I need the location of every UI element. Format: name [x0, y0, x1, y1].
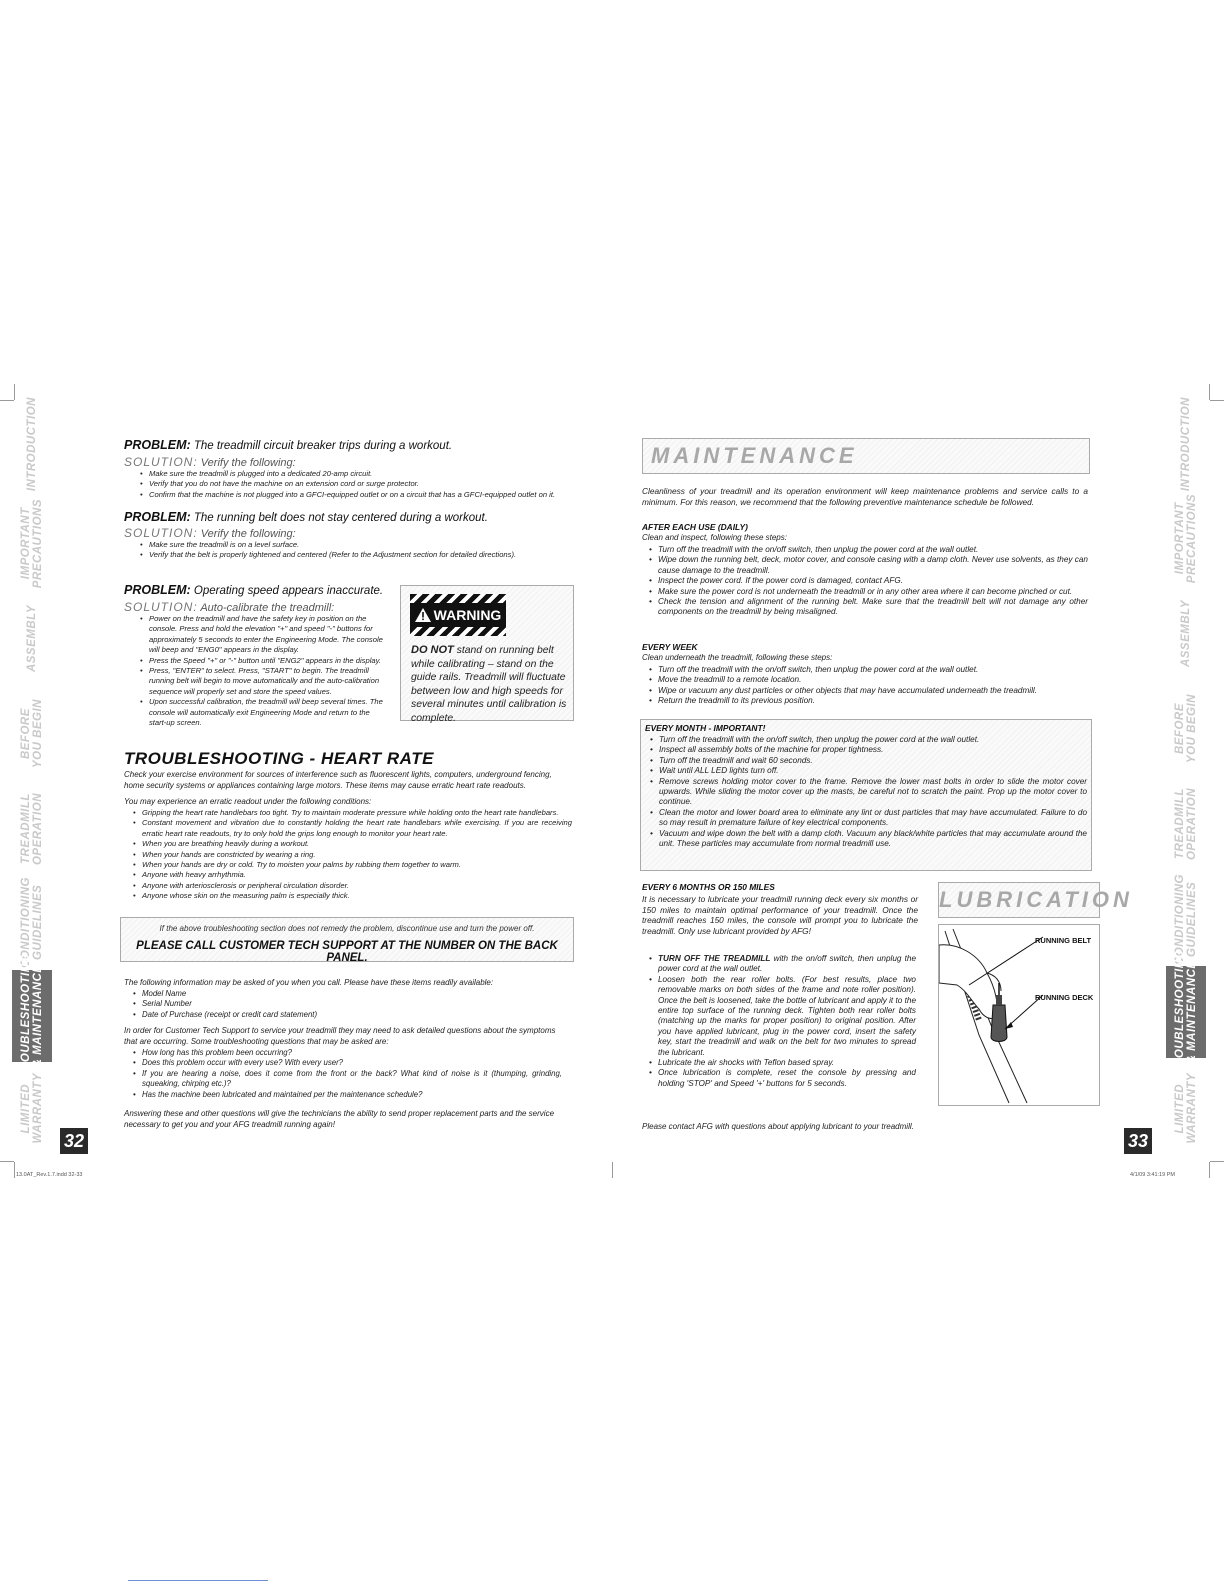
list-item: • Return the treadmill to its previous position.: [648, 696, 1088, 706]
tab-treadmill-operation-left[interactable]: TREADMILL OPERATION: [20, 792, 44, 865]
warning-text: [411, 644, 567, 725]
problem-label: PROBLEM:: [124, 583, 191, 597]
tab-conditioning-guidelines-left[interactable]: CONDITIONING GUIDELINES: [20, 876, 44, 968]
info-intro: The following information may be asked of you when you call. Please have these items readily available:: [124, 978, 494, 987]
list-item: • Press the Speed "+" or "-" button until "ENG2" appears in the display.: [140, 656, 385, 666]
list-item: • Model Name: [132, 989, 532, 999]
monthly-title: EVERY MONTH - IMPORTANT!: [645, 723, 766, 733]
problem-text: The running belt does not stay centered during a workout.: [193, 512, 488, 524]
lubrication-figure: [938, 924, 1100, 1106]
list-item: • How long has this problem been occurring?: [132, 1048, 562, 1058]
list-item: • Anyone with heavy arrhythmia.: [132, 870, 572, 880]
right-page-content: [612, 0, 1224, 1584]
monthly-box: [640, 719, 1092, 871]
list-item: • Make sure the treadmill is on a level surface.: [140, 540, 580, 550]
list-item: [648, 954, 916, 975]
tab-before-you-begin-right[interactable]: BEFORE YOU BEGIN: [1174, 694, 1198, 764]
solution-label: SOLUTION:: [124, 600, 198, 614]
footer-left: 13.0AT_Rev.1.7.indd 32-33: [16, 1172, 83, 1178]
questions-list: [132, 1048, 562, 1100]
list-item: • Make sure the power cord is not underneath the treadmill or in any other area where it can become pinched or cut.: [648, 587, 1088, 597]
list-item: • Constant movement and vibration due to constantly holding the heart rate handlebars while exercising. If you are receiving erratic heart rate readouts, try to only hold the grips long enough to monitor your heart rate.: [132, 818, 572, 839]
six-month-title: EVERY 6 MONTHS OR 150 MILES: [642, 882, 775, 892]
warning-bold: DO NOT: [411, 644, 454, 656]
problem-3: [124, 583, 394, 597]
list-item: • Turn off the treadmill with the on/off switch, then unplug the power cord at the wall outlet.: [648, 665, 1088, 675]
footer-right: 4/1/09 3:41:19 PM: [1130, 1172, 1175, 1178]
list-item: • Clean the motor and lower board area to eliminate any lint or dust particles that may have accumulated. Failure to do so may result in premature failure of key electrical components.: [649, 808, 1087, 829]
maintenance-title: MAINTENANCE: [651, 443, 858, 468]
solution-text: Auto-calibrate the treadmill:: [200, 602, 335, 614]
lubrication-illustration: [939, 925, 1099, 1105]
warning-stripes: [410, 627, 506, 636]
list-item: • Anyone with arteriosclerosis or peripheral circulation disorder.: [132, 881, 572, 891]
list-item: • Turn off the treadmill and wait 60 seconds.: [649, 756, 1087, 766]
list-item: • Press, "ENTER" to select. Press, "START" to begin. The treadmill running belt will begin to move automatically and the auto-calibration sequence will properly set and store the speed values.: [140, 666, 385, 697]
list-item: • Once lubrication is complete, reset the console by pressing and holding 'STOP' and Speed '+' buttons for 5 seconds.: [648, 1068, 916, 1089]
list-item: • Has the machine been lubricated and maintained per the maintenance schedule?: [132, 1090, 562, 1100]
list-item: • When you are breathing heavily during a workout.: [132, 839, 572, 849]
solution-3-list: [140, 614, 385, 728]
list-item: • Power on the treadmill and have the safety key in position on the console. Press and hold the elevation "+" and speed "-" buttons for approximately 5 seconds to enter the Engineering Mode. The console will beep and "ENG0" appears in the display.: [140, 614, 385, 656]
list-item: • Turn off the treadmill with the on/off switch, then unplug the power cord at the wall outlet.: [648, 545, 1088, 555]
list-item: • Remove screws holding motor cover to the frame. Remove the lower mast bolts in order to slide the motor cover upwards. While sliding the motor cover up the masts, be careful not to scratch the paint. Prop up the motor cover to continue.: [649, 777, 1087, 808]
list-item: • Wait until ALL LED lights turn off.: [649, 766, 1087, 776]
solution-2: [124, 526, 584, 540]
warning-sign: [410, 594, 506, 636]
tab-conditioning-guidelines-right[interactable]: CONDITIONING GUIDELINES: [1174, 873, 1198, 965]
warning-box: [400, 585, 574, 724]
solution-2-list: [140, 540, 580, 561]
heart-rate-intro: Check your exercise environment for sources of interference such as fluorescent lights, computers, underground fencing, home security systems or appliances containing large motors. These items may cause erratic heart rate readouts.: [124, 770, 552, 790]
tab-important-precautions-left[interactable]: IMPORTANT PRECAUTIONS: [20, 499, 44, 589]
lubrication-title-box: [938, 882, 1133, 918]
problem-2: [124, 510, 584, 524]
tech-support-line-1: If the above troubleshooting section does not remedy the problem, discontinue use and turn the power off.: [159, 924, 535, 933]
list-item: • Loosen both the rear roller bolts. (For best results, place two removable marks on both sides of the frame and note roller position). Once the belt is loosened, take the bottle of lubricant and apply it to the entire top surface of the running deck. Tighten both rear roller bolts (matching up the marks for proper position) to original position. After you have applied lubricant, plug in the power cord, insert the safety key, start the treadmill and walk on the belt for two minutes to spread the lubricant.: [648, 975, 916, 1058]
solution-1: [124, 455, 584, 469]
tab-introduction-left[interactable]: INTRODUCTION: [26, 396, 38, 492]
list-item: • Wipe down the running belt, deck, motor cover, and console casing with a damp cloth. Never use solvents, as they can cause damage to the treadmill.: [648, 555, 1088, 576]
six-month-list: [648, 954, 916, 1089]
tab-limited-warranty-right[interactable]: LIMITED WARRANTY: [1174, 1072, 1198, 1144]
closing-text: Answering these and other questions will give the technicians the ability to send proper replacement parts and the service necessary to get you and your AFG treadmill running again!: [124, 1109, 555, 1129]
list-item: • Serial Number: [132, 999, 532, 1009]
list-item: • Check the tension and alignment of the running belt. Make sure that the treadmill belt will not damage any other components on the treadmill by being misaligned.: [648, 597, 1088, 618]
daily-list: [648, 545, 1088, 618]
list-item: • Move the treadmill to a remote location.: [648, 675, 1088, 685]
list-item: • Inspect all assembly bolts of the machine for proper tightness.: [649, 745, 1087, 755]
daily-title: AFTER EACH USE (DAILY): [642, 522, 748, 532]
weekly-intro: Clean underneath the treadmill, following these steps:: [642, 653, 833, 662]
weekly-title: EVERY WEEK: [642, 642, 698, 652]
tech-support-box: [120, 917, 574, 962]
page-number-left: 32: [60, 1128, 88, 1154]
maintenance-intro: Cleanliness of your treadmill and its operation environment will keep maintenance problems and service calls to a minimum. For this reason, we recommend that the following preventive maintenance schedule be followed.: [642, 486, 1088, 507]
list-item: • Anyone whose skin on the measuring palm is especially thick.: [132, 891, 572, 901]
heart-rate-list: [132, 808, 572, 902]
list-item: • When your hands are constricted by wearing a ring.: [132, 850, 572, 860]
lubrication-title: LUBRICATION: [939, 887, 1133, 912]
list-item: • Make sure the treadmill is plugged into a dedicated 20-amp circuit.: [140, 469, 580, 479]
list-item: • Upon successful calibration, the treadmill will beep several times. The console will automatically exit Engineering Mode and return to the start-up screen.: [140, 697, 385, 728]
tab-assembly-left[interactable]: ASSEMBLY: [26, 605, 38, 673]
tech-support-line-2: PLEASE CALL CUSTOMER TECH SUPPORT AT THE NUMBER ON THE BACK PANEL.: [136, 940, 558, 964]
list-item: • When your hands are dry or cold. Try to moisten your palms by rubbing them together to warm.: [132, 860, 572, 870]
warning-stripes: [410, 594, 506, 603]
list-item: • Confirm that the machine is not plugged into a GFCI-equipped outlet or on a circuit that has a GFCI-equipped outlet on it.: [140, 490, 580, 500]
problem-text: The treadmill circuit breaker trips during a workout.: [193, 440, 453, 452]
weekly-list: [648, 665, 1088, 707]
list-item-bold: TURN OFF THE TREADMILL: [658, 954, 771, 963]
list-item: • Vacuum and wipe down the belt with a damp cloth. Vacuum any black/white particles that may accumulate around the unit. These particles may accumulate from normal treadmill use.: [649, 829, 1087, 850]
monthly-list: [649, 735, 1087, 849]
list-item: • Turn off the treadmill with the on/off switch, then unplug the power cord at the wall outlet.: [649, 735, 1087, 745]
solution-label: SOLUTION:: [124, 455, 198, 469]
info-list: [132, 989, 532, 1020]
list-item: • Gripping the heart rate handlebars too tight. Try to maintain moderate pressure while holding onto the heart rate handlebars.: [132, 808, 572, 818]
warning-label: WARNING: [433, 607, 502, 623]
list-item: • Lubricate the air shocks with Teflon based spray.: [648, 1058, 916, 1068]
list-item: • Verify that the belt is properly tightened and centered (Refer to the Adjustment section for detailed directions).: [140, 550, 580, 560]
solution-text: Verify the following:: [200, 528, 296, 540]
solution-label: SOLUTION:: [124, 526, 198, 540]
list-item: • Verify that you do not have the machine on an extension cord or surge protector.: [140, 479, 580, 489]
tab-troubleshooting-maintenance-left[interactable]: TROUBLESHOOTING & MAINTENANCE: [12, 970, 52, 1062]
warning-label-row: [410, 604, 506, 626]
page-number-right: 33: [1124, 1128, 1152, 1154]
solution-1-list: [140, 469, 580, 500]
problem-label: PROBLEM:: [124, 510, 191, 524]
tab-introduction-right[interactable]: INTRODUCTION: [1180, 396, 1192, 492]
tab-assembly-right[interactable]: ASSEMBLY: [1180, 600, 1192, 668]
solution-text: Verify the following:: [200, 457, 296, 469]
daily-intro: Clean and inspect, following these steps:: [642, 533, 787, 542]
list-item: • If you are hearing a noise, does it come from the front or the back? What kind of noise is it (thumping, grinding, squeaking, chirping etc.)?: [132, 1069, 562, 1090]
contact-text: Please contact AFG with questions about applying lubricant to your treadmill.: [642, 1122, 914, 1131]
problem-1: [124, 438, 584, 452]
tab-treadmill-operation-right[interactable]: TREADMILL OPERATION: [1174, 787, 1198, 860]
tab-troubleshooting-maintenance-right[interactable]: TROUBLESHOOTING & MAINTENANCE: [1166, 966, 1206, 1058]
six-month-intro: It is necessary to lubricate your treadmill running deck every six months or 150 miles to maintain optimal performance of your treadmill. Once the treadmill reaches 150 miles, the console will prompt you to lubricate the treadmill. Only use lubricant provided by AFG!: [642, 894, 918, 936]
warning-triangle-icon: [415, 608, 431, 622]
tab-before-you-begin-left[interactable]: BEFORE YOU BEGIN: [20, 699, 44, 769]
problem-label: PROBLEM:: [124, 438, 191, 452]
list-item-text: with the on/off switch, then unplug the power cord at the wall outlet.: [658, 954, 916, 974]
heart-rate-intro-2: You may experience an erratic readout under the following conditions:: [124, 797, 372, 806]
problem-text: Operating speed appears inaccurate.: [193, 585, 384, 597]
list-item: • Date of Purchase (receipt or credit card statement): [132, 1010, 532, 1020]
heart-rate-title: TROUBLESHOOTING - HEART RATE: [124, 749, 434, 768]
list-item: • Does this problem occur with every use? With every user?: [132, 1058, 562, 1068]
tab-important-precautions-right[interactable]: IMPORTANT PRECAUTIONS: [1174, 494, 1198, 584]
maintenance-title-box: [642, 438, 1090, 474]
label-running-belt: RUNNING BELT: [1035, 936, 1092, 945]
label-running-deck: RUNNING DECK: [1035, 993, 1094, 1002]
questions-intro: In order for Customer Tech Support to service your treadmill they may need to ask detailed questions about the symptoms that are occurring. Some troubleshooting questions that may be asked are:: [124, 1026, 556, 1046]
list-item: • Inspect the power cord. If the power cord is damaged, contact AFG.: [648, 576, 1088, 586]
list-item: • Wipe or vacuum any dust particles or other objects that may have accumulated underneath the treadmill.: [648, 686, 1088, 696]
solution-3: [124, 600, 394, 614]
warning-body: stand on running belt while calibrating – stand on the guide rails. Treadmill will fluctuate between low and high speeds for several minutes until calibration is complete.: [411, 645, 567, 724]
tab-limited-warranty-left[interactable]: LIMITED WARRANTY: [20, 1072, 44, 1144]
